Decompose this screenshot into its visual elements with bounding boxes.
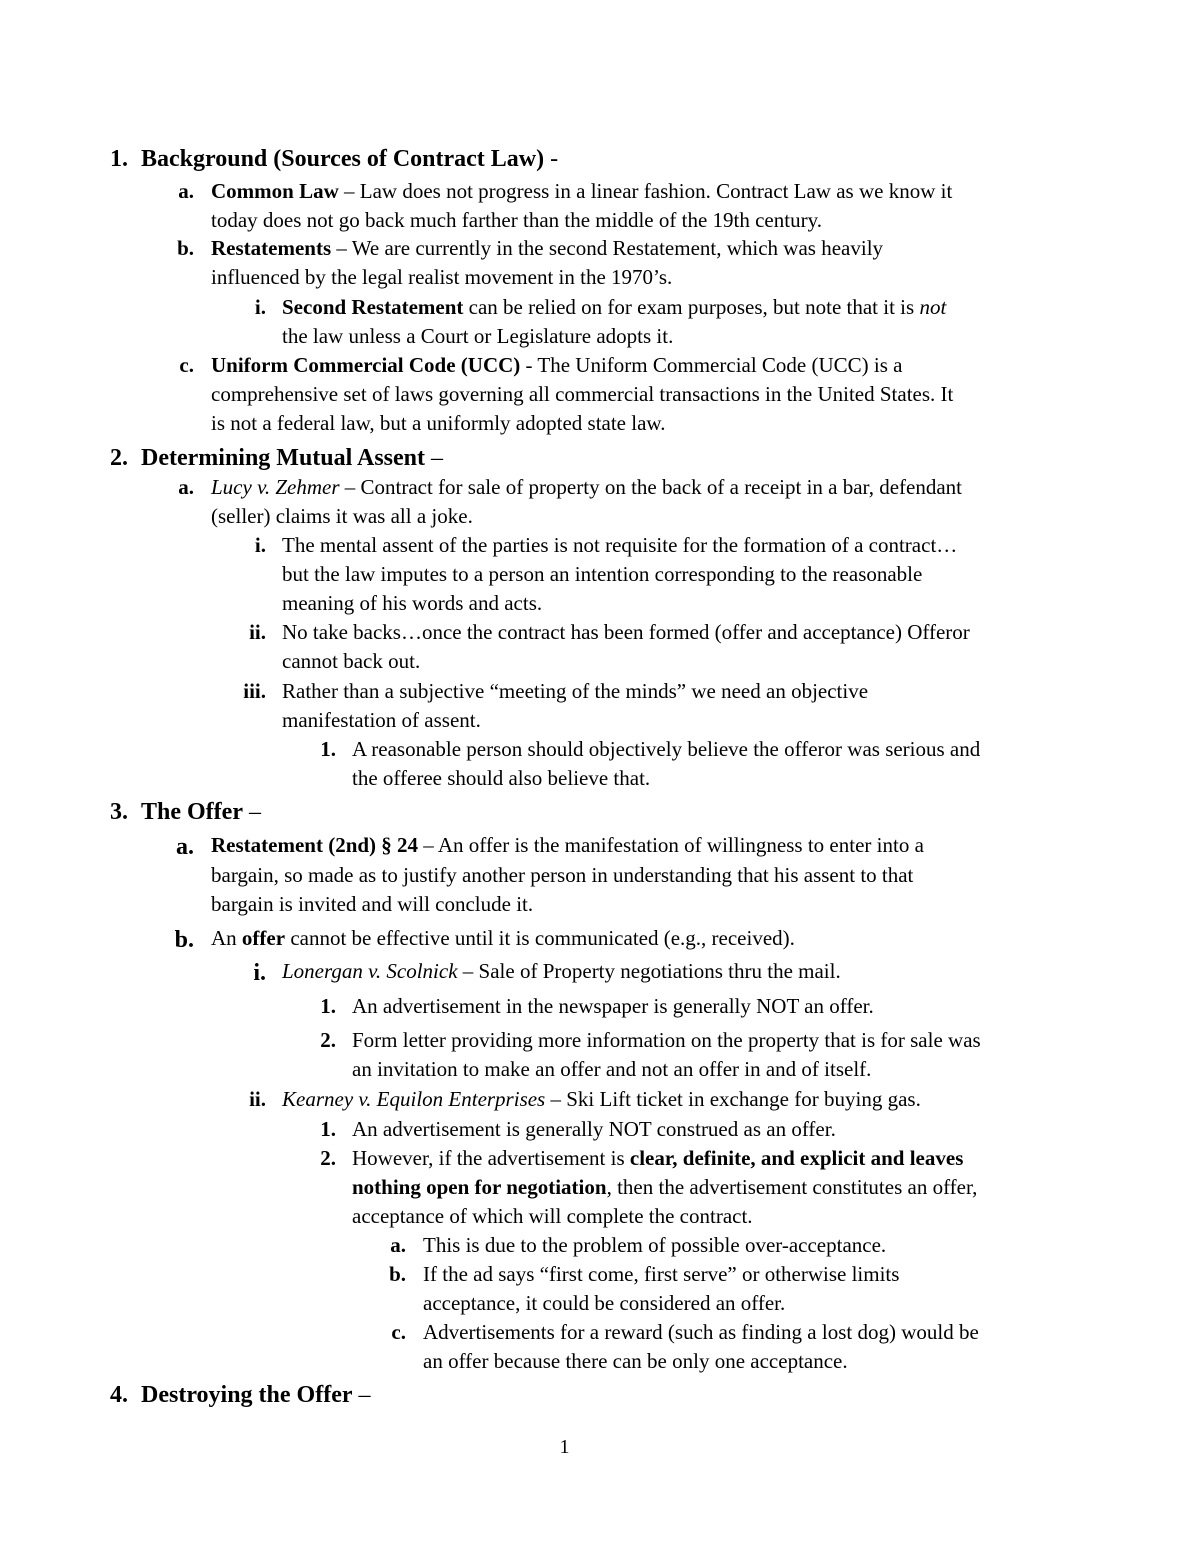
item-label: a. [176, 834, 194, 860]
outline-text: today does not go back much farther than the middle of the 19th century. [211, 208, 822, 232]
item-label: 1. [320, 1117, 336, 1141]
section-heading: The Offer – [141, 799, 261, 825]
outline-text: This is due to the problem of possible over-acceptance. [423, 1233, 887, 1257]
outline-text: Restatements – We are currently in the second Restatement, which was heavily [211, 236, 884, 260]
outline-text: Lucy v. Zehmer – Contract for sale of property on the back of a receipt in a bar, defendant [211, 475, 962, 499]
outline-text: bargain, so made as to justify another person in understanding that his assent to that [211, 863, 914, 887]
outline-text: An offer cannot be effective until it is communicated (e.g., received). [211, 926, 795, 950]
section-number: 1. [110, 146, 128, 172]
outline-text: Restatement (2nd) § 24 – An offer is the manifestation of willingness to enter into a [211, 833, 924, 857]
outline-text: Uniform Commercial Code (UCC) - The Uniform Commercial Code (UCC) is a [211, 353, 903, 377]
outline-text: If the ad says “first come, first serve” or otherwise limits [423, 1262, 900, 1286]
item-label: b. [177, 236, 194, 260]
outline-text: Form letter providing more information on the property that is for sale was [352, 1028, 981, 1052]
outline-text: Lonergan v. Scolnick – Sale of Property negotiations thru the mail. [282, 959, 841, 983]
item-label: b. [389, 1262, 406, 1286]
item-label: iii. [243, 679, 266, 703]
outline-text: No take backs…once the contract has been formed (offer and acceptance) Offeror [282, 620, 970, 644]
page-number: 1 [559, 1436, 570, 1458]
outline-text: comprehensive set of laws governing all commercial transactions in the United States. It [211, 382, 954, 406]
item-label: 2. [320, 1146, 336, 1170]
outline-text: influenced by the legal realist movement in the 1970’s. [211, 265, 673, 289]
outline-text: the offeree should also believe that. [352, 766, 651, 790]
section-heading: Background (Sources of Contract Law) - [141, 146, 559, 172]
item-label: a. [178, 179, 194, 203]
section-number: 3. [110, 799, 128, 825]
item-label: 1. [320, 994, 336, 1018]
outline-text: Kearney v. Equilon Enterprises – Ski Lift ticket in exchange for buying gas. [282, 1087, 921, 1111]
outline-text: meaning of his words and acts. [282, 591, 543, 615]
outline-text: manifestation of assent. [282, 708, 481, 732]
item-label: i. [254, 295, 266, 319]
outline-text: Common Law – Law does not progress in a linear fashion. Contract Law as we know it [211, 179, 953, 203]
section-heading: Destroying the Offer – [141, 1382, 371, 1408]
section-number: 4. [110, 1382, 128, 1408]
outline-text: An advertisement is generally NOT construed as an offer. [352, 1117, 836, 1141]
outline-text: (seller) claims it was all a joke. [211, 504, 473, 528]
outline-text: an offer because there can be only one acceptance. [423, 1349, 848, 1373]
item-label: a. [178, 475, 194, 499]
outline-text: is not a federal law, but a uniformly adopted state law. [211, 411, 666, 435]
outline-text: acceptance, it could be considered an offer. [423, 1291, 786, 1315]
outline-text: However, if the advertisement is clear, definite, and explicit and leaves [352, 1146, 964, 1170]
outline-text: An advertisement in the newspaper is generally NOT an offer. [352, 994, 874, 1018]
item-label: 2. [320, 1028, 336, 1052]
outline-text: cannot back out. [282, 649, 421, 673]
outline-text: Advertisements for a reward (such as finding a lost dog) would be [423, 1320, 979, 1344]
item-label: c. [391, 1320, 406, 1344]
outline-text: Second Restatement can be relied on for exam purposes, but note that it is not [282, 295, 947, 319]
outline-text: an invitation to make an offer and not an offer in and of itself. [352, 1057, 872, 1081]
outline-text: bargain is invited and will conclude it. [211, 892, 534, 916]
outline-text: acceptance of which will complete the contract. [352, 1204, 753, 1228]
item-label: i. [254, 533, 266, 557]
item-label: 1. [320, 737, 336, 761]
outline-text: A reasonable person should objectively believe the offeror was serious and [352, 737, 981, 761]
outline-text: nothing open for negotiation, then the advertisement constitutes an offer, [352, 1175, 978, 1199]
section-heading: Determining Mutual Assent – [141, 445, 443, 471]
item-label: b. [174, 927, 194, 953]
outline-text: the law unless a Court or Legislature adopts it. [282, 324, 674, 348]
outline-text: The mental assent of the parties is not requisite for the formation of a contract… [282, 533, 958, 557]
outline-text: but the law imputes to a person an intention corresponding to the reasonable [282, 562, 923, 586]
item-label: ii. [249, 1087, 266, 1111]
item-label: ii. [249, 620, 266, 644]
outline-text: Rather than a subjective “meeting of the minds” we need an objective [282, 679, 869, 703]
section-number: 2. [110, 445, 128, 471]
item-label: i. [253, 960, 266, 986]
item-label: c. [179, 353, 194, 377]
item-label: a. [390, 1233, 406, 1257]
